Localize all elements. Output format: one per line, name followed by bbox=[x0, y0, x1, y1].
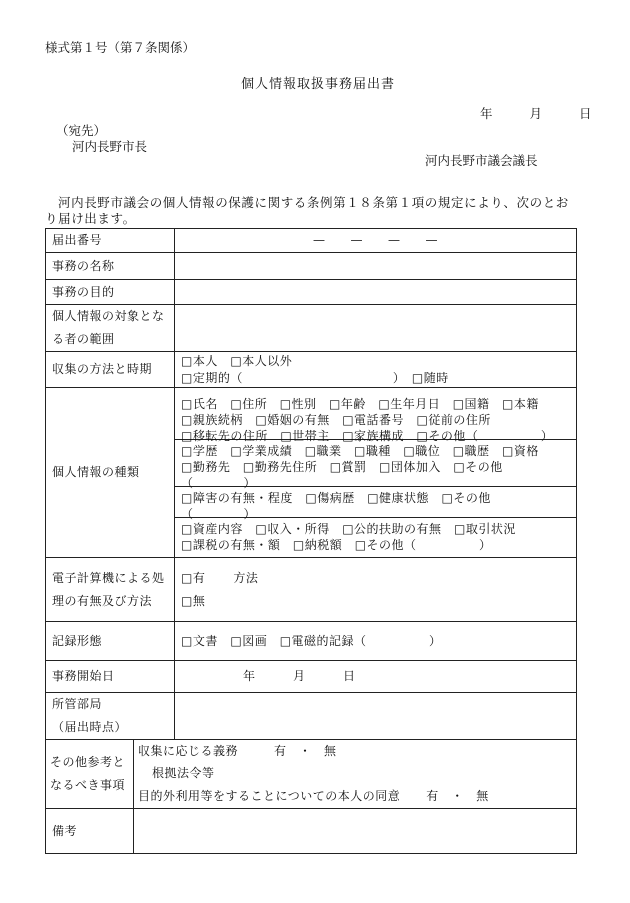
document-title: 個人情報取扱事務届出書 bbox=[241, 77, 396, 92]
info-types-s4-line2[interactable]: □課税の有無・額 □納税額 □その他（ ） bbox=[181, 538, 492, 553]
computer-no-checkbox[interactable]: □無 bbox=[181, 593, 206, 608]
label-computer-processing bbox=[46, 558, 175, 622]
row-work-purpose bbox=[46, 280, 577, 305]
intro-line-2: り届け出ます。 bbox=[45, 211, 136, 226]
label-target-scope bbox=[46, 305, 175, 352]
label-remarks: 備考 bbox=[46, 808, 134, 853]
record-form-options[interactable]: □文書 □図画 □電磁的記録（ ） bbox=[175, 622, 577, 661]
label-work-name: 事務の名称 bbox=[46, 253, 175, 280]
row-record-form bbox=[46, 622, 577, 661]
info-types-s4-line1[interactable]: □資産内容 □収入・所得 □公的扶助の有無 □取引状況 bbox=[181, 522, 516, 536]
legal-basis-label: 根拠法令等 bbox=[152, 766, 215, 781]
collection-duty-label: 収集に応じる義務 bbox=[138, 743, 239, 758]
label-department-line1: 所管部局 bbox=[52, 697, 103, 711]
collection-line-1[interactable]: □本人 □本人以外 bbox=[181, 354, 293, 369]
info-types-s3-line2[interactable]: （ ） bbox=[181, 507, 257, 522]
start-date-value: 年 月 日 bbox=[243, 669, 356, 684]
row-other-matters bbox=[46, 739, 577, 808]
info-types-s3-line1[interactable]: □障害の有無・程度 □傷病歴 □健康状態 □その他 bbox=[181, 491, 491, 505]
collection-duty-choice[interactable]: 有 ・ 無 bbox=[274, 743, 337, 758]
info-types-s1-line1[interactable]: □氏名 □住所 □性別 □年齢 □生年月日 □国籍 □本籍 bbox=[181, 397, 539, 411]
row-collection bbox=[46, 352, 577, 388]
row-info-types bbox=[46, 388, 577, 558]
computer-options bbox=[175, 558, 577, 622]
label-computer-line1: 電子計算機による処 bbox=[52, 570, 165, 585]
addressee-label: （宛先） bbox=[56, 123, 107, 138]
label-info-types: 個人情報の種類 bbox=[46, 388, 175, 558]
computer-yes-checkbox[interactable]: □有 bbox=[181, 570, 206, 585]
work-name-field[interactable] bbox=[175, 253, 577, 280]
collection-periodic[interactable]: □定期的（ bbox=[181, 370, 243, 385]
consent-choice[interactable]: 有 ・ 無 bbox=[426, 789, 489, 804]
computer-method-label: 方法 bbox=[233, 570, 259, 585]
collection-anytime[interactable]: ） □随時 bbox=[392, 370, 449, 385]
intro-line-1: 河内長野市議会の個人情報の保護に関する条例第１８条第１項の規定により、次のとお bbox=[58, 195, 569, 210]
row-remarks bbox=[46, 808, 577, 853]
info-types-s1-line3[interactable]: □移転先の住所 □世帯主 □家族構成 □その他（ ） bbox=[181, 429, 554, 444]
label-other-line1: その他参考と bbox=[50, 754, 126, 769]
row-work-name bbox=[46, 253, 577, 280]
info-types-s2-line1[interactable]: □学歴 □学業成績 □職業 □職種 □職位 □職歴 □資格 bbox=[181, 444, 539, 458]
info-types-section-2 bbox=[175, 439, 576, 491]
label-target-scope-line1: 個人情報の対象とな bbox=[52, 309, 165, 324]
form-number: 様式第１号（第７条関係） bbox=[45, 40, 196, 55]
row-computer-processing bbox=[46, 558, 577, 622]
info-types-s1-line2[interactable]: □親族続柄 □婚姻の有無 □電話番号 □従前の住所 bbox=[181, 413, 491, 428]
label-computer-line2: 理の有無及び方法 bbox=[52, 593, 153, 608]
date-line: 年 月 日 bbox=[480, 106, 596, 121]
label-start-date: 事務開始日 bbox=[46, 661, 175, 693]
info-types-section-1 bbox=[175, 393, 576, 444]
label-other-line2: なるべき事項 bbox=[50, 777, 126, 792]
notification-number-dashes: — — — — bbox=[313, 233, 439, 248]
label-target-scope-line2: る者の範囲 bbox=[52, 332, 115, 346]
remarks-field[interactable] bbox=[134, 808, 577, 853]
row-target-scope bbox=[46, 305, 577, 352]
consent-label: 目的外利用等をすることについての本人の同意 bbox=[138, 789, 401, 804]
info-types-s2-line2[interactable]: □勤務先 □勤務先住所 □賞罰 □団体加入 □その他 bbox=[181, 460, 503, 475]
addressee: 河内長野市長 bbox=[72, 139, 148, 154]
label-collection: 収集の方法と時期 bbox=[46, 352, 175, 388]
work-purpose-field[interactable] bbox=[175, 280, 577, 305]
label-work-purpose: 事務の目的 bbox=[46, 280, 175, 305]
row-department bbox=[46, 693, 577, 740]
collection-options bbox=[175, 352, 577, 388]
notification-number-value bbox=[175, 229, 577, 253]
sender: 河内長野市議会議長 bbox=[425, 153, 538, 168]
target-scope-field[interactable] bbox=[175, 305, 577, 352]
row-start-date bbox=[46, 661, 577, 693]
info-types-section-4 bbox=[175, 517, 576, 552]
notification-form-table bbox=[45, 228, 577, 854]
other-matters-content bbox=[134, 739, 577, 808]
info-types-options bbox=[175, 388, 577, 558]
label-other-matters bbox=[46, 739, 134, 808]
start-date-field[interactable] bbox=[175, 661, 577, 693]
label-record-form: 記録形態 bbox=[46, 622, 175, 661]
department-field[interactable] bbox=[175, 693, 577, 740]
collection-line-2[interactable] bbox=[181, 370, 570, 386]
info-types-section-3 bbox=[175, 486, 576, 522]
label-department-line2: （届出時点） bbox=[52, 719, 128, 734]
info-types-s2-line3[interactable]: （ ） bbox=[181, 476, 257, 491]
label-department bbox=[46, 693, 175, 740]
label-notification-number: 届出番号 bbox=[46, 229, 175, 253]
row-notification-number bbox=[46, 229, 577, 253]
